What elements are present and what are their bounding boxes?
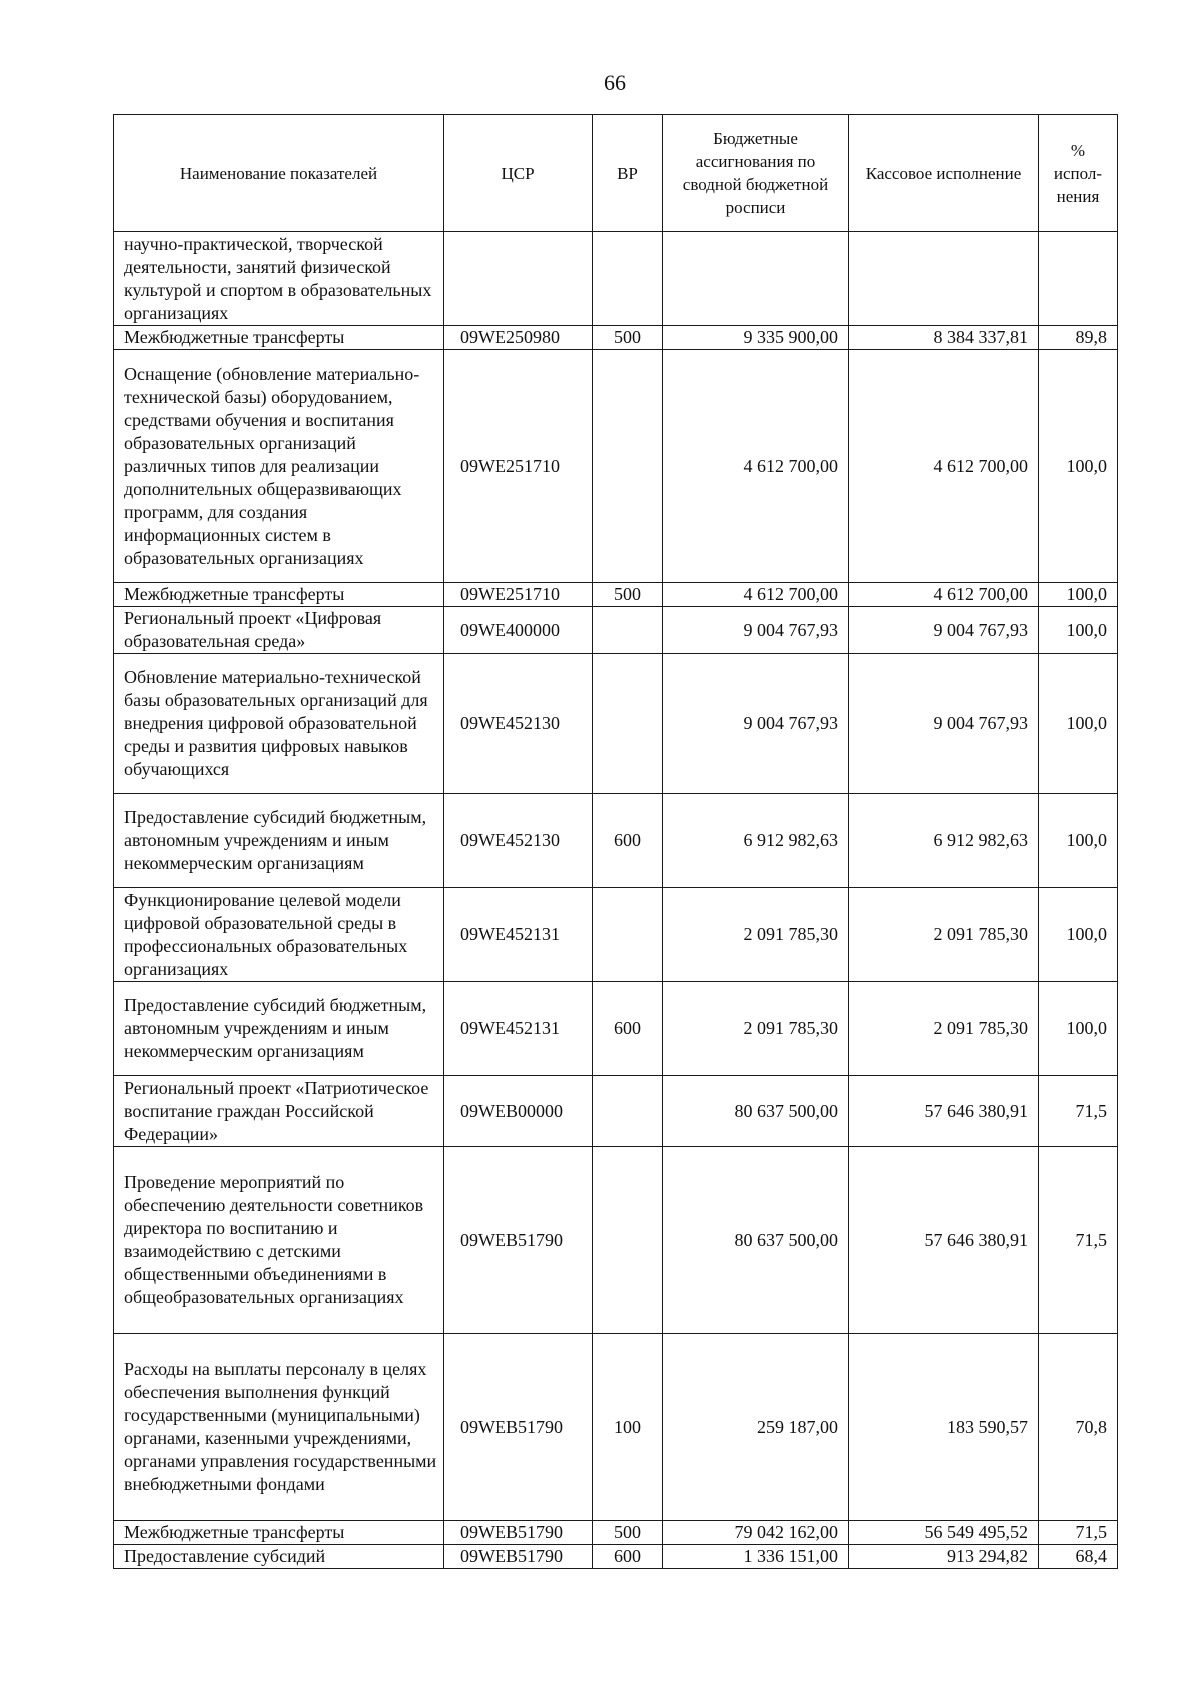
cell-vr: [593, 1076, 663, 1147]
header-name: Наименование показателей: [114, 115, 444, 232]
cell-plan: 4 612 700,00: [663, 583, 849, 607]
cell-name: научно-практической, творческой деятельности, занятий физической культурой и спортом в образовательных организациях: [114, 232, 444, 326]
cell-plan: 9 004 767,93: [663, 654, 849, 794]
cell-name: Региональный проект «Патриотическое воспитание граждан Российской Федерации»: [114, 1076, 444, 1147]
cell-vr: 600: [593, 1545, 663, 1569]
table-header-row: [114, 115, 1118, 232]
cell-csr: 09WE452131: [444, 888, 593, 982]
cell-vr: 500: [593, 583, 663, 607]
cell-pct: [1039, 232, 1118, 326]
cell-plan: 2 091 785,30: [663, 982, 849, 1076]
cell-vr: [593, 232, 663, 326]
cell-fact: 57 646 380,91: [849, 1076, 1039, 1147]
table-row: [114, 888, 1118, 982]
cell-vr: [593, 654, 663, 794]
cell-pct: 100,0: [1039, 888, 1118, 982]
table-row: [114, 1076, 1118, 1147]
table-row: [114, 350, 1118, 583]
cell-csr: 09WEB51790: [444, 1521, 593, 1545]
cell-pct: 71,5: [1039, 1521, 1118, 1545]
cell-fact: [849, 232, 1039, 326]
cell-fact: 8 384 337,81: [849, 326, 1039, 350]
cell-plan: 9 335 900,00: [663, 326, 849, 350]
table-row: [114, 1521, 1118, 1545]
cell-vr: 500: [593, 1521, 663, 1545]
cell-name: Расходы на выплаты персоналу в целях обеспечения выполнения функций государственными (муниципальными) органами, казенными учреждениями, органами управления государственными внебюджетными фондами: [114, 1334, 444, 1521]
cell-fact: 183 590,57: [849, 1334, 1039, 1521]
cell-fact: 57 646 380,91: [849, 1147, 1039, 1334]
cell-name: Межбюджетные трансферты: [114, 326, 444, 350]
cell-vr: 600: [593, 982, 663, 1076]
cell-plan: 79 042 162,00: [663, 1521, 849, 1545]
table-row: [114, 1545, 1118, 1569]
cell-plan: 1 336 151,00: [663, 1545, 849, 1569]
cell-csr: 09WEB51790: [444, 1334, 593, 1521]
cell-plan: 80 637 500,00: [663, 1076, 849, 1147]
cell-name: Предоставление субсидий бюджетным, автономным учреждениям и иным некоммерческим организациям: [114, 794, 444, 888]
page-number: 66: [604, 70, 626, 95]
cell-csr: 09WE251710: [444, 583, 593, 607]
cell-pct: 100,0: [1039, 350, 1118, 583]
cell-name: Региональный проект «Цифровая образовательная среда»: [114, 607, 444, 654]
header-pct: % испол-нения: [1039, 115, 1118, 232]
cell-name: Оснащение (обновление материально-технической базы) оборудованием, средствами обучения и воспитания образовательных организаций различных типов для реализации дополнительных общеразвивающих программ, для создания информационных систем в образовательных организациях: [114, 350, 444, 583]
header-csr: ЦСР: [444, 115, 593, 232]
table-row: [114, 982, 1118, 1076]
cell-pct: 71,5: [1039, 1076, 1118, 1147]
cell-csr: 09WE250980: [444, 326, 593, 350]
table-row: [114, 326, 1118, 350]
cell-name: Проведение мероприятий по обеспечению деятельности советников директора по воспитанию и взаимодействию с детскими общественными объединениями в общеобразовательных организациях: [114, 1147, 444, 1334]
cell-csr: 09WEB51790: [444, 1147, 593, 1334]
table-row: [114, 607, 1118, 654]
cell-csr: 09WE452131: [444, 982, 593, 1076]
cell-name: Межбюджетные трансферты: [114, 583, 444, 607]
cell-vr: 500: [593, 326, 663, 350]
cell-csr: 09WE452130: [444, 654, 593, 794]
table-row: [114, 1147, 1118, 1334]
table-row: [114, 1334, 1118, 1521]
budget-execution-table: [113, 114, 1118, 1569]
cell-vr: 600: [593, 794, 663, 888]
cell-csr: 09WEB00000: [444, 1076, 593, 1147]
header-vr: ВР: [593, 115, 663, 232]
table-row: [114, 794, 1118, 888]
cell-csr: 09WEB51790: [444, 1545, 593, 1569]
cell-name: Предоставление субсидий: [114, 1545, 444, 1569]
cell-fact: 56 549 495,52: [849, 1521, 1039, 1545]
cell-pct: 100,0: [1039, 794, 1118, 888]
cell-fact: 2 091 785,30: [849, 888, 1039, 982]
cell-name: Обновление материально-технической базы образовательных организаций для внедрения цифровой образовательной среды и развития цифровых навыков обучающихся: [114, 654, 444, 794]
cell-pct: 100,0: [1039, 583, 1118, 607]
table-row: [114, 583, 1118, 607]
table-row: [114, 232, 1118, 326]
header-fact: Кассовое исполнение: [849, 115, 1039, 232]
cell-pct: 68,4: [1039, 1545, 1118, 1569]
cell-plan: 9 004 767,93: [663, 607, 849, 654]
cell-plan: 4 612 700,00: [663, 350, 849, 583]
cell-fact: 2 091 785,30: [849, 982, 1039, 1076]
cell-fact: 9 004 767,93: [849, 607, 1039, 654]
cell-plan: 6 912 982,63: [663, 794, 849, 888]
cell-fact: 4 612 700,00: [849, 350, 1039, 583]
table-row: [114, 654, 1118, 794]
cell-name: Функционирование целевой модели цифровой образовательной среды в профессиональных образовательных организациях: [114, 888, 444, 982]
cell-pct: 71,5: [1039, 1147, 1118, 1334]
cell-csr: 09WE400000: [444, 607, 593, 654]
cell-fact: 9 004 767,93: [849, 654, 1039, 794]
cell-csr: 09WE452130: [444, 794, 593, 888]
cell-vr: 100: [593, 1334, 663, 1521]
table-body: [114, 232, 1118, 1569]
cell-pct: 100,0: [1039, 982, 1118, 1076]
cell-plan: [663, 232, 849, 326]
cell-fact: 6 912 982,63: [849, 794, 1039, 888]
cell-vr: [593, 350, 663, 583]
cell-pct: 100,0: [1039, 654, 1118, 794]
cell-vr: [593, 888, 663, 982]
header-plan: Бюджетные ассигнования по сводной бюджетной росписи: [663, 115, 849, 232]
cell-pct: 100,0: [1039, 607, 1118, 654]
cell-pct: 89,8: [1039, 326, 1118, 350]
cell-name: Межбюджетные трансферты: [114, 1521, 444, 1545]
cell-plan: 80 637 500,00: [663, 1147, 849, 1334]
cell-fact: 4 612 700,00: [849, 583, 1039, 607]
cell-vr: [593, 607, 663, 654]
cell-name: Предоставление субсидий бюджетным, автономным учреждениям и иным некоммерческим организациям: [114, 982, 444, 1076]
cell-fact: 913 294,82: [849, 1545, 1039, 1569]
cell-csr: 09WE251710: [444, 350, 593, 583]
cell-pct: 70,8: [1039, 1334, 1118, 1521]
cell-csr: [444, 232, 593, 326]
cell-vr: [593, 1147, 663, 1334]
cell-plan: 259 187,00: [663, 1334, 849, 1521]
cell-plan: 2 091 785,30: [663, 888, 849, 982]
